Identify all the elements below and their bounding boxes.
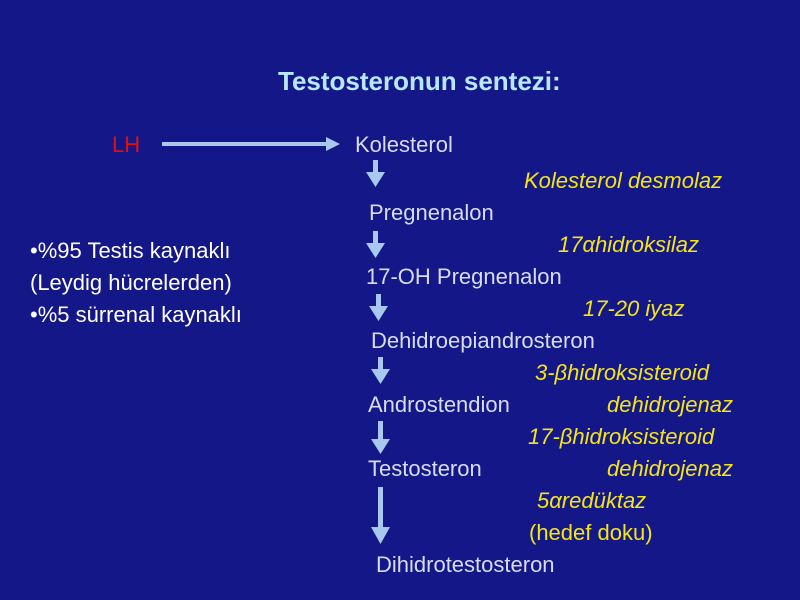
enzyme-symbol: 5α xyxy=(537,488,562,513)
compound-testosteron: Testosteron xyxy=(368,456,482,481)
slide-title: Testosteronun sentezi: xyxy=(278,66,561,96)
enzyme-17-20-iyaz: 17-20 iyaz xyxy=(583,296,685,321)
enzyme-name: redüktaz xyxy=(561,488,647,513)
enzyme-name: hidroksilaz xyxy=(595,232,699,257)
step-arrow xyxy=(371,357,390,384)
compound-dehidroepiandrosteron: Dehidroepiandrosteron xyxy=(371,328,595,353)
enzyme-kolesterol-desmolaz: Kolesterol desmolaz xyxy=(524,168,723,193)
bullet-leydig: (Leydig hücrelerden) xyxy=(30,270,232,295)
compound-kolesterol: Kolesterol xyxy=(355,132,453,157)
enzyme-symbol: 3-β xyxy=(535,360,568,385)
bullet-testis: •%95 Testis kaynaklı xyxy=(30,238,231,263)
step-arrow xyxy=(366,231,385,258)
enzyme-name: hidroksisteroid xyxy=(567,360,709,385)
enzyme-symbol: 17-β xyxy=(528,424,573,449)
enzyme-17b-hidroksisteroid xyxy=(528,426,714,448)
enzyme-dehidrojenaz-1: dehidrojenaz xyxy=(607,392,733,417)
compound-dihidrotestosteron: Dihidrotestosteron xyxy=(376,552,555,577)
enzyme-17a-hidroksilaz xyxy=(558,234,699,256)
step-arrow xyxy=(366,160,385,187)
enzyme-5a-reduktaz xyxy=(537,490,646,512)
lh-label: LH xyxy=(112,132,141,157)
step-arrow xyxy=(371,487,390,544)
enzyme-hedef-doku: (hedef doku) xyxy=(529,520,653,545)
compound-17oh-pregnenalon: 17-OH Pregnenalon xyxy=(366,264,562,289)
lh-arrow-head xyxy=(326,137,340,151)
lh-arrow-line xyxy=(162,142,330,146)
enzyme-symbol: 17α xyxy=(558,232,596,257)
enzyme-name: hidroksisteroid xyxy=(572,424,715,449)
bullet-surrenal: •%5 sürrenal kaynaklı xyxy=(30,302,242,327)
compound-pregnenalon: Pregnenalon xyxy=(369,200,494,225)
step-arrow xyxy=(369,294,388,321)
enzyme-3b-hidroksisteroid xyxy=(535,362,709,384)
compound-androstendion: Androstendion xyxy=(368,392,510,417)
step-arrow xyxy=(371,421,390,454)
enzyme-dehidrojenaz-2: dehidrojenaz xyxy=(607,456,733,481)
